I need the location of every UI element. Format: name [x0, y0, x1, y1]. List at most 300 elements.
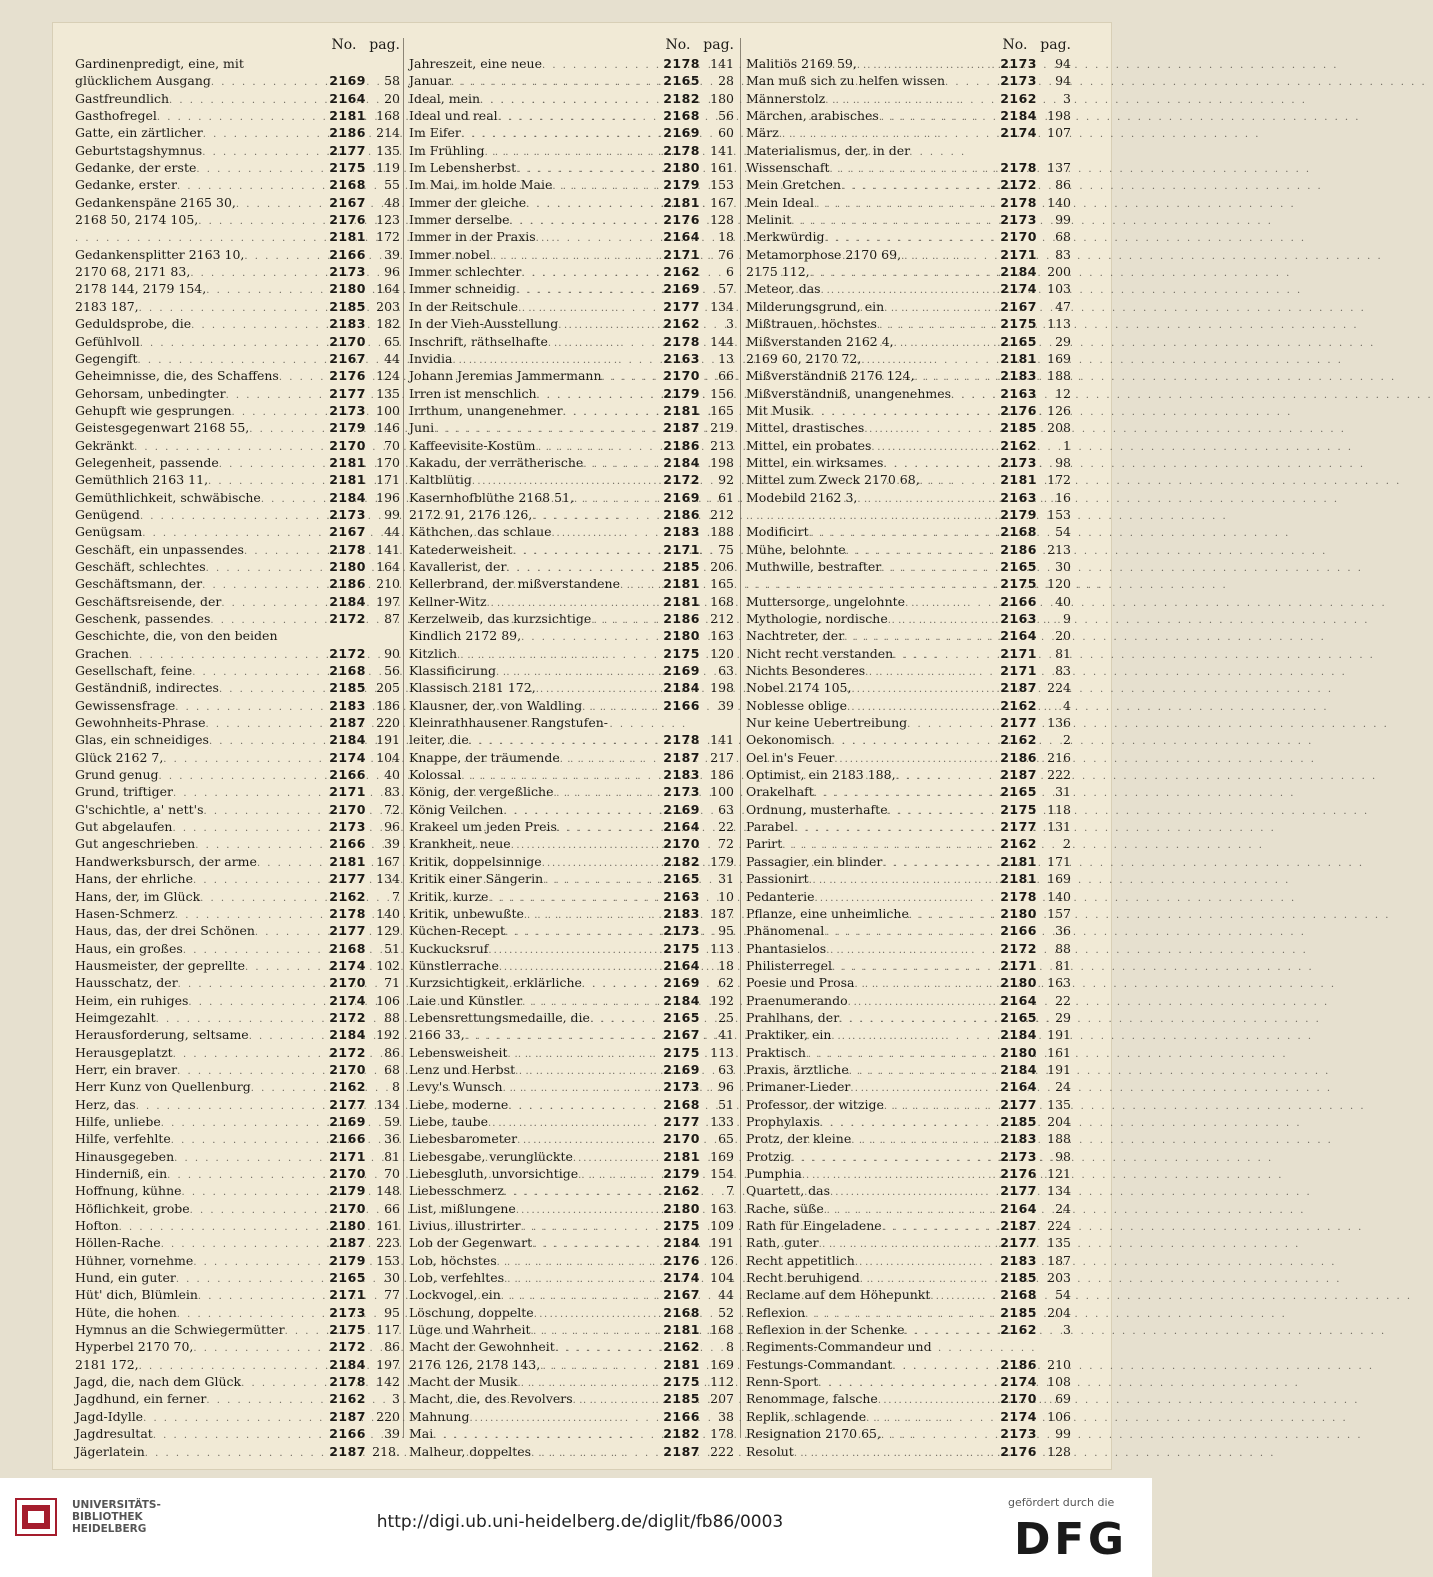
entry-list — [409, 55, 734, 1460]
index-entry — [409, 974, 734, 991]
issue-number: 2175 — [663, 645, 700, 661]
issue-number: 2169 — [663, 125, 700, 141]
page-number: 168 — [376, 108, 400, 124]
issue-number: 2174 — [1000, 1408, 1037, 1424]
issue-number: 2179 — [329, 1252, 366, 1268]
entry-title: Milderungsgrund, ein — [746, 298, 885, 314]
index-entry — [75, 610, 400, 627]
entry-title: Gut abgelaufen — [75, 819, 173, 835]
dot-leader — [236, 196, 312, 213]
issue-number: 2165 — [663, 871, 700, 887]
page-number: 120 — [1047, 576, 1071, 592]
entry-title: Renn-Sport — [746, 1374, 819, 1390]
page-number: 7 — [392, 888, 400, 904]
page-number: 172 — [376, 229, 400, 245]
issue-number: 2177 — [1000, 1235, 1037, 1251]
dot-leader — [221, 595, 312, 612]
index-entry — [409, 1269, 734, 1286]
entry-title: Professor, der witzige — [746, 1096, 884, 1112]
issue-number: 2178 — [329, 541, 366, 557]
issue-number: 2169 — [663, 801, 700, 817]
page-number: 60 — [718, 125, 734, 141]
page-number: 28 — [718, 73, 734, 89]
entry-title: Hans, der, im Glück — [75, 888, 201, 904]
index-entry — [746, 298, 1071, 315]
index-entry — [409, 437, 734, 454]
index-entry — [75, 1252, 400, 1269]
index-entry — [75, 523, 400, 540]
entry-title: Praktisch — [746, 1044, 806, 1060]
page-number: 31 — [718, 871, 734, 887]
index-entry — [75, 974, 400, 991]
index-entry — [75, 766, 400, 783]
issue-number: 2187 — [663, 420, 700, 436]
index-entry — [75, 489, 400, 506]
index-entry — [75, 176, 400, 193]
dot-leader — [602, 369, 646, 386]
entry-title: Hund, ein guter — [75, 1270, 176, 1286]
index-entry — [75, 55, 400, 72]
dot-leader — [557, 820, 646, 837]
page-number: 137 — [1047, 160, 1071, 176]
issue-number: 2164 — [1000, 628, 1037, 644]
page-number: 98 — [1055, 454, 1071, 470]
issue-number: 2179 — [329, 420, 366, 436]
entry-title: Gegengift — [75, 350, 138, 366]
issue-number: 2177 — [329, 1096, 366, 1112]
index-entry — [409, 1078, 734, 1095]
entry-title: Knappe, der träumende — [409, 749, 560, 765]
page-number: 220 — [376, 715, 400, 731]
entry-title: Klassificirung — [409, 663, 497, 679]
issue-number: 2172 — [329, 1339, 366, 1355]
header-pag: pag. — [703, 37, 734, 53]
index-entry — [75, 870, 400, 887]
entry-title: Geduldsprobe, die — [75, 316, 192, 332]
index-entry — [75, 835, 400, 852]
issue-number: 2176 — [1000, 1166, 1037, 1181]
issue-number: 2181 — [663, 593, 700, 609]
index-entry — [75, 593, 400, 610]
page-number: 81 — [384, 1148, 400, 1164]
entry-title: Irrthum, unangenehmer — [409, 402, 563, 418]
entry-title: Mahnung — [409, 1408, 470, 1424]
dot-leader — [536, 230, 646, 247]
entry-title: Hühner, vornehme — [75, 1252, 194, 1268]
entry-title: Meteor, das — [746, 281, 821, 297]
issue-number: 2174 — [329, 957, 366, 973]
entry-title: Mißverstanden 2162 4, — [746, 333, 894, 349]
dot-leader — [841, 178, 983, 195]
dot-leader — [206, 1392, 312, 1409]
page-number: 20 — [384, 90, 400, 106]
issue-number: 2182 — [663, 90, 700, 106]
entry-title: Irren ist menschlich — [409, 385, 537, 401]
entry-title: Recht appetitlich — [746, 1252, 855, 1268]
issue-number: 2184 — [663, 1235, 700, 1251]
issue-number: 2186 — [663, 506, 700, 522]
issue-number: 2187 — [329, 1443, 366, 1459]
dot-leader — [524, 907, 646, 924]
page-number: 59 — [384, 1113, 400, 1129]
index-entry — [75, 228, 400, 245]
index-entry — [746, 940, 1071, 957]
dot-leader — [191, 317, 312, 334]
entry-title: Kritik einer Sängerin — [409, 871, 544, 887]
issue-number: 2175 — [663, 1218, 700, 1234]
issue-number: 2178 — [1000, 194, 1037, 210]
index-entry — [409, 298, 734, 315]
issue-number: 2181 — [663, 402, 700, 418]
entry-title: Passionirt — [746, 871, 809, 887]
index-entry — [409, 541, 734, 558]
entry-title: Kindlich 2172 89, — [409, 628, 522, 644]
entry-title: Immer nobel — [409, 246, 490, 262]
issue-number: 2168 — [663, 1096, 700, 1112]
index-entry — [409, 1096, 734, 1113]
index-entry — [746, 1113, 1071, 1130]
issue-number: 2174 — [1000, 281, 1037, 297]
dot-leader — [896, 768, 983, 785]
index-entry — [746, 471, 1071, 488]
entry-title: Hinderniß, ein — [75, 1166, 168, 1181]
entry-title: Kuckucksruf — [409, 940, 489, 956]
issue-number: 2183 — [329, 316, 366, 332]
page-number: 63 — [718, 663, 734, 679]
dot-leader — [848, 994, 983, 1011]
page-number: 126 — [710, 1252, 734, 1268]
entry-title: Hausmeister, der geprellte — [75, 957, 245, 973]
issue-number: 2185 — [329, 298, 366, 314]
issue-number: 2173 — [1000, 1426, 1037, 1442]
index-entry — [75, 1061, 400, 1078]
issue-number: 2164 — [663, 957, 700, 973]
issue-number: 2163 — [1000, 489, 1037, 505]
issue-number: 2162 — [663, 316, 700, 332]
entry-title: Löschung, doppelte — [409, 1304, 534, 1320]
index-entry — [409, 645, 734, 662]
header-no: No. — [331, 37, 357, 53]
issue-number: 2187 — [663, 749, 700, 765]
entry-title: Liebesgabe, verunglückte — [409, 1148, 573, 1164]
entry-title: Pedanterie — [746, 888, 815, 904]
page-number: 153 — [376, 1252, 400, 1268]
dot-leader — [832, 733, 983, 750]
page-number: 131 — [1047, 819, 1071, 835]
dot-leader — [257, 855, 312, 872]
entry-title: 2178 144, 2179 154, — [75, 281, 207, 297]
index-entry — [75, 697, 400, 714]
issue-number: 2178 — [1000, 888, 1037, 904]
page-number: 126 — [1047, 402, 1071, 418]
dot-leader — [136, 1098, 312, 1115]
index-entry — [746, 541, 1071, 558]
issue-number: 2174 — [329, 749, 366, 765]
index-entry — [746, 1044, 1071, 1061]
issue-number: 2181 — [1000, 871, 1037, 887]
issue-number: 2187 — [329, 1408, 366, 1424]
page-number: 86 — [384, 1339, 400, 1355]
index-entry — [746, 1078, 1071, 1095]
entry-title: Materialismus, der, in der — [746, 142, 911, 158]
issue-number: 2180 — [1000, 905, 1037, 921]
entry-title: Juni — [409, 420, 435, 436]
page-number: 83 — [384, 784, 400, 800]
entry-title: Wissenschaft — [746, 160, 830, 176]
page-number: 70 — [384, 1166, 400, 1181]
issue-number: 2162 — [329, 1391, 366, 1407]
column-header — [409, 35, 734, 55]
index-column-3 — [746, 35, 1071, 1460]
dot-leader — [882, 855, 983, 872]
issue-number: 2168 — [329, 663, 366, 679]
entry-title: Primaner-Lieder — [746, 1079, 851, 1095]
issue-number: 2170 — [1000, 1391, 1037, 1407]
dot-leader — [794, 820, 983, 837]
page-number: 30 — [1055, 558, 1071, 574]
index-entry — [746, 801, 1071, 818]
dot-leader — [851, 1132, 983, 1149]
page-number: 40 — [384, 767, 400, 783]
index-entry — [409, 211, 734, 228]
issue-number: 2183 — [329, 697, 366, 713]
index-entry — [409, 1044, 734, 1061]
page-number: 135 — [376, 385, 400, 401]
dot-leader — [884, 300, 983, 317]
issue-number: 2169 — [329, 1113, 366, 1129]
index-entry — [75, 506, 400, 523]
issue-number: 2173 — [1000, 212, 1037, 228]
page-number: 164 — [376, 281, 400, 297]
entry-title: Herr Kunz von Quellenburg — [75, 1079, 251, 1095]
issue-number: 2178 — [329, 1374, 366, 1390]
issue-number: 2183 — [1000, 368, 1037, 384]
dot-leader — [907, 716, 983, 733]
issue-number: 2181 — [1000, 350, 1037, 366]
page-number: 134 — [376, 1096, 400, 1112]
issue-number: 2169 — [663, 663, 700, 679]
index-entry — [75, 1182, 400, 1199]
page-number: 153 — [710, 177, 734, 193]
page-number: 165 — [710, 402, 734, 418]
index-entry — [746, 402, 1071, 419]
page-number: 136 — [1047, 715, 1071, 731]
index-entry — [75, 749, 400, 766]
index-entry — [746, 194, 1071, 211]
issue-number: 2183 — [1000, 1252, 1037, 1268]
page-number: 68 — [1055, 229, 1071, 245]
issue-number: 2166 — [1000, 923, 1037, 939]
page-number: 191 — [1047, 1061, 1071, 1077]
page-number: 198 — [710, 454, 734, 470]
entry-title: Kurzsichtigkeit, erklärliche — [409, 975, 582, 991]
issue-number: 2172 — [329, 645, 366, 661]
index-entry — [409, 1182, 734, 1199]
issue-number: 2183 — [663, 524, 700, 540]
dot-leader — [249, 1028, 312, 1045]
index-entry — [75, 1148, 400, 1165]
entry-title: Liebesgluth, unvorsichtige — [409, 1166, 579, 1181]
index-entry — [409, 454, 734, 471]
issue-number: 2187 — [1000, 680, 1037, 696]
page-number: 169 — [1047, 350, 1071, 366]
entry-title: Protz, der kleine — [746, 1131, 852, 1147]
dot-leader — [620, 577, 646, 594]
page-number: 135 — [376, 142, 400, 158]
entry-title: Replik, schlagende — [746, 1408, 867, 1424]
entry-title: Gastfreundlich — [75, 90, 170, 106]
index-entry — [409, 350, 734, 367]
index-entry — [409, 246, 734, 263]
entry-title: Praktiker, ein — [746, 1027, 832, 1043]
entry-title: Grund, triftiger — [75, 784, 174, 800]
index-entry — [409, 714, 734, 731]
issue-number: 2181 — [329, 229, 366, 245]
issue-number: 2171 — [1000, 663, 1037, 679]
page-number: 187 — [710, 905, 734, 921]
entry-title: Prophylaxis — [746, 1113, 820, 1129]
entry-title: Herz, das — [75, 1096, 136, 1112]
page-number: 170 — [376, 454, 400, 470]
entry-list — [75, 55, 400, 1460]
entry-title: Lenz und Herbst — [409, 1061, 516, 1077]
entry-title: In der Vieh-Ausstellung — [409, 316, 559, 332]
index-entry — [746, 1026, 1071, 1043]
issue-number: 2179 — [663, 385, 700, 401]
source-url[interactable]: http://digi.ub.uni-heidelberg.de/diglit/fb86/0003 — [376, 1512, 784, 1532]
entry-title: Höllen-Rache — [75, 1235, 161, 1251]
index-entry — [75, 333, 400, 350]
page-number: 61 — [718, 489, 734, 505]
issue-number: 2177 — [329, 385, 366, 401]
issue-number: 2176 — [663, 1252, 700, 1268]
entry-title: Herausforderung, seltsame — [75, 1027, 249, 1043]
index-entry — [75, 627, 400, 644]
entry-title: Rache, süße — [746, 1200, 824, 1216]
entry-title: Gehorsam, unbedingter — [75, 385, 226, 401]
issue-number: 2165 — [1000, 333, 1037, 349]
index-entry — [75, 541, 400, 558]
entry-title: Hymnus an die Schwiegermütter — [75, 1322, 285, 1338]
page-number: 29 — [1055, 333, 1071, 349]
index-entry — [746, 1338, 1071, 1355]
index-entry — [746, 1373, 1071, 1390]
page-number: 192 — [376, 1027, 400, 1043]
entry-title: Regiments-Commandeur und — [746, 1339, 932, 1355]
issue-number: 2185 — [663, 558, 700, 574]
index-entry — [746, 315, 1071, 332]
issue-number: 2181 — [329, 454, 366, 470]
page-number: 163 — [1047, 975, 1071, 991]
page-number: 95 — [384, 1304, 400, 1320]
entry-title: List, mißlungene — [409, 1200, 516, 1216]
page-number: 118 — [1047, 801, 1071, 817]
entry-title: 2166 33, — [409, 1027, 465, 1043]
dot-leader — [881, 1427, 983, 1444]
index-entry — [746, 1217, 1071, 1234]
page-number: 9 — [1063, 611, 1071, 626]
dot-leader — [810, 265, 983, 282]
issue-number: 2167 — [1000, 298, 1037, 314]
index-entry — [746, 280, 1071, 297]
dot-leader — [532, 1236, 646, 1253]
entry-title: 2169 60, 2170 72, — [746, 350, 862, 366]
dot-leader — [516, 282, 646, 299]
dot-leader — [548, 335, 646, 352]
page-number: 208 — [1047, 420, 1071, 436]
issue-number: 2175 — [329, 1322, 366, 1338]
issue-number: 2179 — [1000, 506, 1037, 522]
entry-title: Lüge und Wahrheit — [409, 1322, 531, 1338]
page-number: 98 — [1055, 1148, 1071, 1164]
page-number: 24 — [1055, 1079, 1071, 1095]
dot-leader — [857, 491, 983, 508]
issue-number: 2164 — [663, 819, 700, 835]
page-number: 207 — [710, 1391, 734, 1407]
issue-number: 2175 — [663, 1374, 700, 1390]
entry-title: Prahlhans, der — [746, 1009, 840, 1025]
entry-title: Lebensrettungsmedaille, die — [409, 1009, 590, 1025]
dot-leader — [204, 803, 312, 820]
issue-number: 2184 — [1000, 1061, 1037, 1077]
page-number: 134 — [1047, 1183, 1071, 1199]
page-number: 171 — [376, 472, 400, 488]
index-entry — [409, 766, 734, 783]
entry-title: Nichts Besonderes — [746, 663, 866, 679]
index-entry — [75, 818, 400, 835]
issue-number: 2184 — [663, 680, 700, 696]
entry-title: Männerstolz — [746, 90, 826, 106]
issue-number: 2173 — [1000, 454, 1037, 470]
entry-title: Lob, verfehltes — [409, 1270, 505, 1286]
issue-number: 2169 — [663, 1061, 700, 1077]
dot-leader — [851, 681, 983, 698]
issue-number: 2169 — [663, 975, 700, 991]
issue-number: 2174 — [1000, 1374, 1037, 1390]
entry-title: Liebe, moderne — [409, 1096, 509, 1112]
entry-title: Mißverständniß, unangenehmes — [746, 385, 952, 401]
dot-leader — [573, 1150, 646, 1167]
index-entry — [409, 1373, 734, 1390]
issue-number: 2185 — [329, 680, 366, 696]
entry-title: Gatte, ein zärtlicher — [75, 125, 203, 141]
entry-title: Macht der Musik — [409, 1374, 518, 1390]
index-entry — [75, 1390, 400, 1407]
issue-number: 2173 — [1000, 73, 1037, 89]
index-entry — [75, 437, 400, 454]
issue-number: 2168 — [663, 108, 700, 124]
page-number: 200 — [1047, 264, 1071, 280]
issue-number: 2187 — [329, 715, 366, 731]
entry-title: Gardinenpredigt, eine, mit — [75, 56, 244, 71]
dot-leader — [824, 924, 983, 941]
index-entry — [75, 159, 400, 176]
entry-title: Haus, das, der drei Schönen — [75, 923, 255, 939]
page-number: 68 — [384, 1061, 400, 1077]
issue-number: 2170 — [329, 975, 366, 991]
dot-leader — [226, 387, 312, 404]
issue-number: 2176 — [329, 212, 366, 228]
dot-leader — [498, 109, 646, 126]
page-number: 94 — [1055, 56, 1071, 71]
page-number: 4 — [1063, 697, 1071, 713]
entry-title: Mythologie, nordische — [746, 611, 888, 626]
issue-number: 2172 — [1000, 940, 1037, 956]
page-number: 56 — [718, 108, 734, 124]
dot-leader — [905, 595, 983, 612]
header-pag: pag. — [1040, 37, 1071, 53]
index-entry — [746, 1356, 1071, 1373]
